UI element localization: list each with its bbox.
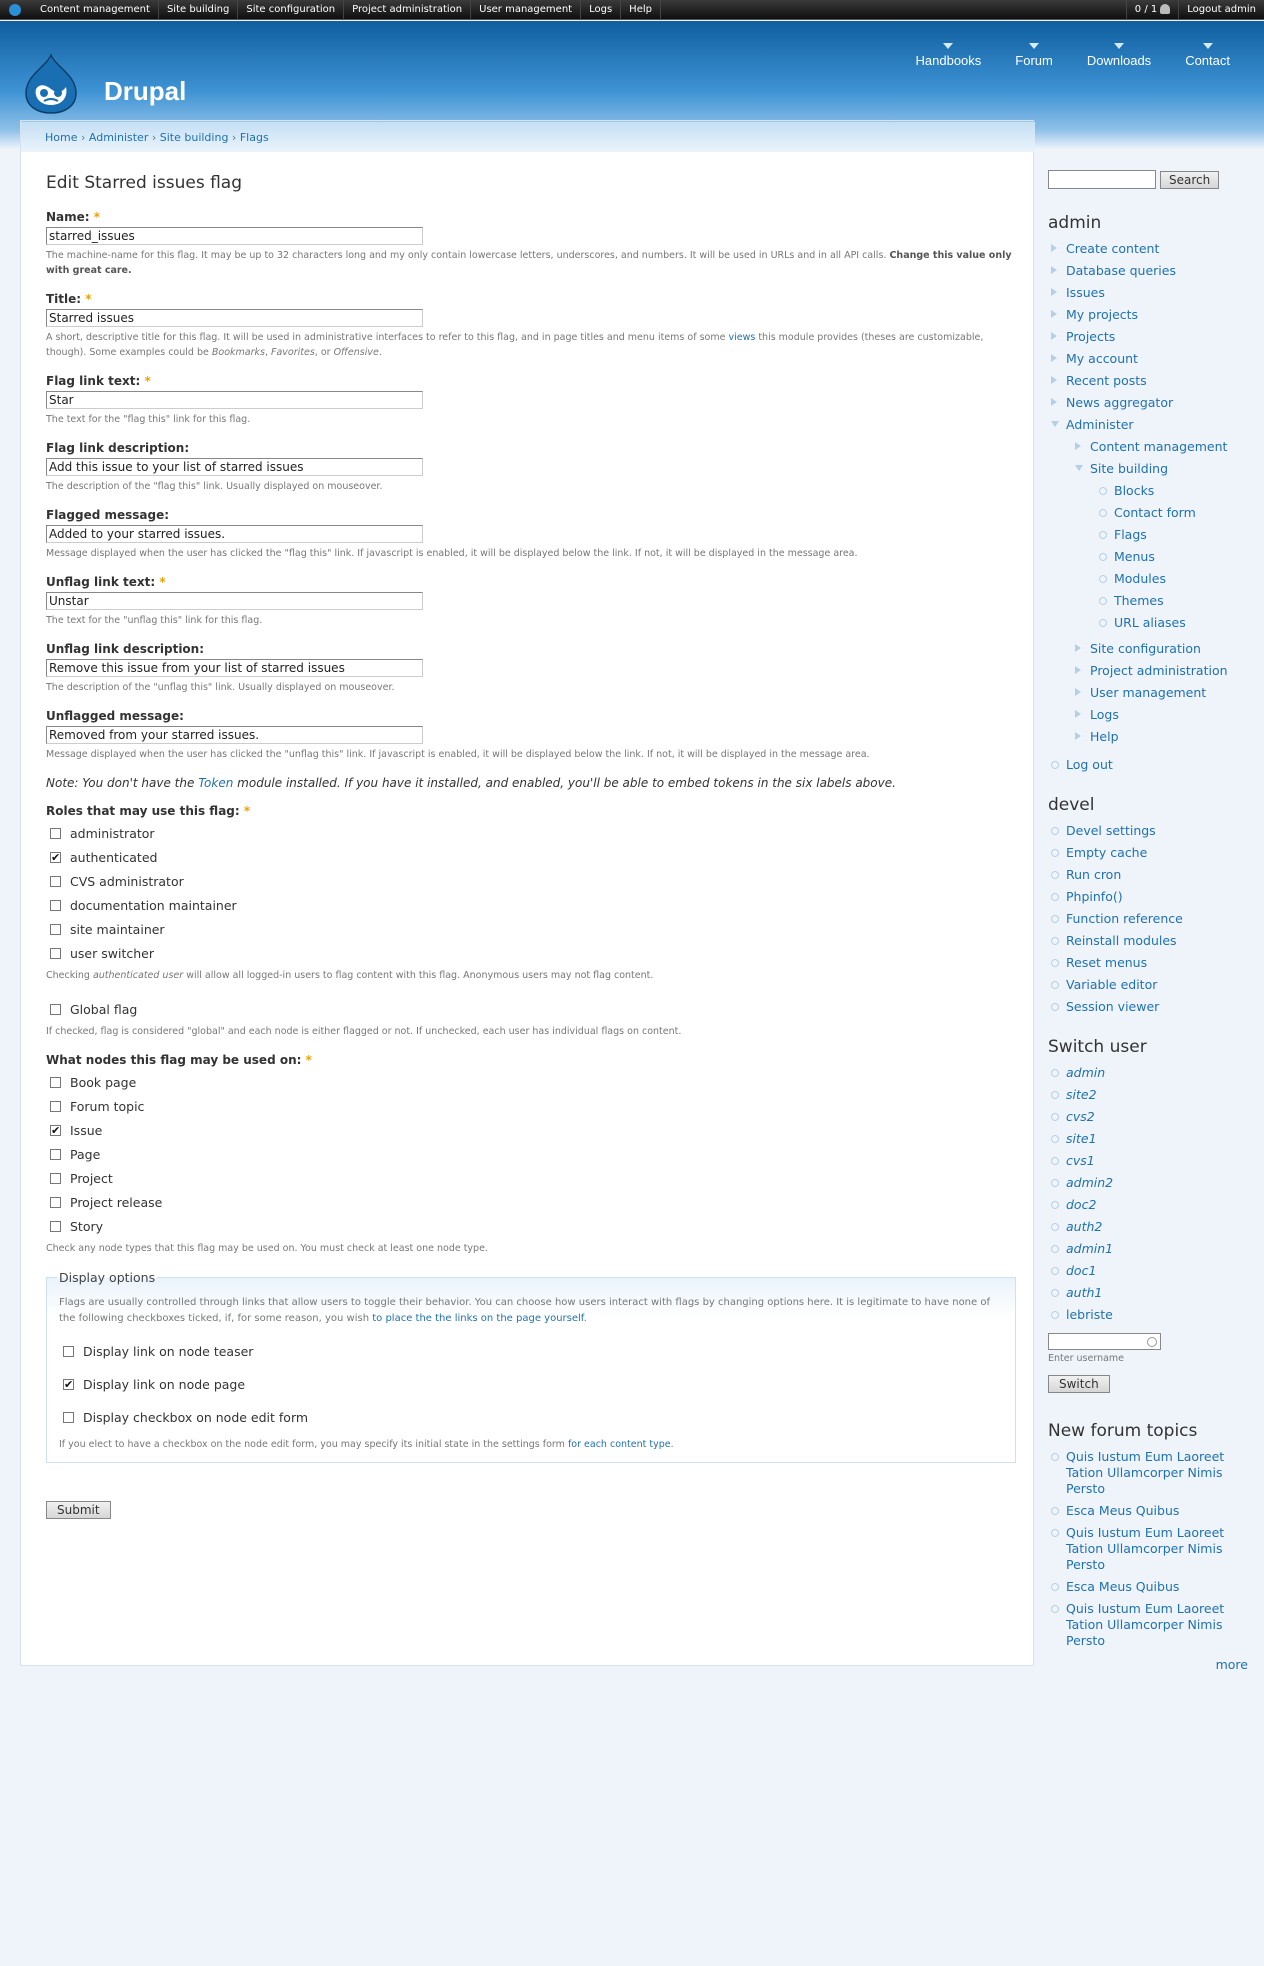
unflagged-message-input[interactable] (46, 726, 423, 744)
switch-user-link[interactable]: doc2 (1066, 1197, 1097, 1212)
devel-nav-item[interactable] (1048, 887, 1248, 909)
page-title: Edit Starred issues flag (46, 173, 243, 193)
display-options-legend[interactable]: Display options (59, 1270, 156, 1285)
admin-nav-link[interactable]: Site configuration (1090, 641, 1201, 656)
forum-topic-item[interactable] (1048, 1523, 1248, 1577)
role-option[interactable] (46, 917, 1016, 941)
roles-checkboxes (46, 821, 1016, 965)
breadcrumb-trail (45, 131, 269, 144)
devel-nav-item[interactable] (1048, 909, 1248, 931)
role-option[interactable] (46, 941, 1016, 965)
display-checkboxes (59, 1335, 1003, 1434)
admin-nav-item[interactable] (1096, 613, 1248, 635)
field-title (46, 292, 1016, 360)
global-flag-checkbox[interactable] (50, 1004, 61, 1015)
devel-nav-item[interactable] (1048, 843, 1248, 865)
roles-label: Roles that may use this flag: * (46, 804, 251, 818)
search-button[interactable]: Search (1160, 171, 1219, 189)
title-label: Title: * (46, 292, 92, 306)
devel-nav-item[interactable] (1048, 975, 1248, 997)
role-label: authenticated (70, 849, 158, 865)
unflag-link-description-label: Unflag link description: (46, 642, 205, 656)
unflag-link-description-input[interactable] (46, 659, 423, 677)
forum-topic-link[interactable]: Quis Iustum Eum Laoreet Tation Ullamcorper Nimis Persto (1066, 1601, 1225, 1648)
admin-menu-bar (0, 0, 1264, 20)
admin-nav-link[interactable]: Database queries (1066, 263, 1176, 278)
field-flag-link-description (46, 441, 1016, 494)
switch-user-link[interactable]: lebriste (1066, 1307, 1113, 1322)
switch-user-item[interactable] (1048, 1107, 1248, 1129)
display-label: Display link on node teaser (83, 1344, 254, 1359)
display-label: Display checkbox on node edit form (83, 1410, 309, 1425)
primary-link[interactable]: Contact (1185, 43, 1230, 68)
forum-topic-item[interactable] (1048, 1501, 1248, 1523)
breadcrumb (21, 121, 1035, 152)
flagged-message-label: Flagged message: (46, 508, 170, 522)
devel-nav-link[interactable]: Reinstall modules (1066, 933, 1177, 948)
node-types-description: Check any node types that this flag may be used on. You must check at least one node type. (46, 1243, 488, 1254)
switch-user-item[interactable] (1048, 1261, 1248, 1283)
admin-nav-link[interactable]: Issues (1066, 285, 1105, 300)
primary-link[interactable]: Downloads (1087, 43, 1151, 68)
switch-user-block (1048, 1037, 1248, 1393)
role-checkbox[interactable] (50, 924, 61, 935)
flag-link-text-input[interactable] (46, 391, 423, 409)
field-node-types (46, 1053, 1016, 1256)
logout-link[interactable]: Logout admin (1178, 0, 1264, 20)
node-type-label: Project (70, 1170, 113, 1186)
flag-link-text-label: Flag link text: * (46, 374, 151, 388)
unflagged-message-label: Unflagged message: (46, 709, 184, 723)
place-links-link[interactable]: to place the the links on the page yourself (372, 1313, 584, 1324)
devel-block-title: devel (1048, 795, 1095, 815)
admin-nav-link[interactable]: Content management (1090, 439, 1228, 454)
admin-nav-link[interactable]: URL aliases (1114, 615, 1186, 630)
admin-nav-item[interactable] (1048, 305, 1248, 327)
admin-nav-item[interactable] (1072, 727, 1248, 749)
admin-block-title: admin (1048, 213, 1102, 233)
title-input[interactable] (46, 309, 423, 327)
username-hint: Enter username (1048, 1353, 1125, 1364)
admin-nav-link[interactable]: Help (1090, 729, 1119, 744)
flag-link-description-help: The description of the "flag this" link. Usually displayed on mouseover. (46, 481, 383, 492)
admin-nav-item[interactable] (1048, 261, 1248, 283)
drupal-logo-icon[interactable] (20, 53, 82, 115)
devel-nav-item[interactable] (1048, 821, 1248, 843)
field-flagged-message (46, 508, 1016, 561)
forum-topic-link[interactable]: Esca Meus Quibus (1066, 1579, 1180, 1594)
admin-nav-item[interactable] (1072, 437, 1248, 459)
admin-nav-link[interactable]: Project administration (1090, 663, 1228, 678)
username-autocomplete-input[interactable] (1048, 1333, 1161, 1350)
admin-nav-link[interactable]: My account (1066, 351, 1138, 366)
admin-nav-link[interactable]: Flags (1114, 527, 1147, 542)
devel-nav-link[interactable]: Function reference (1066, 911, 1183, 926)
devel-nav-item[interactable] (1048, 865, 1248, 887)
breadcrumb-link[interactable]: Administer (88, 131, 149, 144)
primary-link[interactable]: Forum (1015, 43, 1053, 68)
devel-navigation (1048, 821, 1248, 1019)
primary-link[interactable]: Handbooks (916, 43, 982, 68)
node-type-checkbox[interactable] (50, 1101, 61, 1112)
breadcrumb-link[interactable]: Site building (159, 131, 229, 144)
user-counter (1126, 0, 1178, 20)
switch-user-link[interactable]: auth2 (1066, 1219, 1103, 1234)
switch-user-item[interactable] (1048, 1063, 1248, 1085)
field-flag-link-text (46, 374, 1016, 427)
global-flag-option[interactable]: Global flag (46, 997, 1016, 1021)
switch-button[interactable]: Switch (1048, 1375, 1110, 1393)
role-checkbox[interactable]: ✔ (51, 850, 61, 864)
node-type-label: Book page (70, 1074, 137, 1090)
drupal-icon[interactable] (9, 4, 21, 16)
admin-nav-link[interactable]: News aggregator (1066, 395, 1174, 410)
switch-user-item[interactable] (1048, 1173, 1248, 1195)
admin-nav-item[interactable] (1072, 705, 1248, 727)
unflag-link-text-input[interactable] (46, 592, 423, 610)
devel-nav-link[interactable]: Devel settings (1066, 823, 1156, 838)
devel-nav-link[interactable]: Run cron (1066, 867, 1122, 882)
token-note: Note: You don't have the Token module installed. If you have it installed, and enabled, you'll be able to embed tokens in the six labels above. (46, 776, 896, 790)
forum-topic-item[interactable] (1048, 1599, 1248, 1653)
switch-user-link[interactable]: cvs1 (1066, 1153, 1095, 1168)
admin-nav-item[interactable] (1096, 525, 1248, 547)
admin-nav-link[interactable]: Contact form (1114, 505, 1196, 520)
flag-edit-form (46, 173, 1016, 1519)
display-option[interactable] (59, 1368, 1003, 1401)
display-options-fieldset (46, 1270, 1016, 1463)
admin-nav-link[interactable]: Menus (1114, 549, 1155, 564)
admin-nav-item[interactable] (1096, 591, 1248, 613)
forum-block-title: New forum topics (1048, 1421, 1198, 1441)
node-type-checkbox[interactable] (50, 1077, 61, 1088)
switch-user-link[interactable]: cvs2 (1066, 1109, 1095, 1124)
role-label: documentation maintainer (70, 897, 237, 913)
admin-menu-item[interactable]: Site building (159, 0, 238, 20)
node-type-option[interactable] (46, 1214, 1016, 1238)
node-type-label: Story (70, 1218, 104, 1234)
admin-nav-item[interactable] (1048, 755, 1248, 777)
role-option[interactable] (46, 869, 1016, 893)
breadcrumb-separator: › (228, 131, 240, 144)
admin-nav-item[interactable] (1096, 481, 1248, 503)
role-option[interactable] (46, 821, 1016, 845)
role-checkbox[interactable] (50, 900, 61, 911)
name-label: Name: * (46, 210, 101, 224)
role-checkbox[interactable] (50, 948, 61, 959)
admin-nav-item[interactable] (1048, 393, 1248, 415)
admin-nav-item[interactable] (1048, 371, 1248, 393)
admin-nav-item[interactable] (1096, 503, 1248, 525)
switch-user-item[interactable] (1048, 1129, 1248, 1151)
users-icon (1160, 4, 1170, 14)
more-link[interactable]: more (1215, 1657, 1248, 1672)
admin-nav-link[interactable]: User management (1090, 685, 1207, 700)
flagged-message-description: Message displayed when the user has clicked the "flag this" link. If javascript is enabled, it will be displayed below the link. If not, it will be displayed in the message area. (46, 548, 858, 559)
forum-topic-link[interactable]: Esca Meus Quibus (1066, 1503, 1180, 1518)
display-options-description: Flags are usually controlled through links that allow users to toggle their behavior. You can choose how users interact with flags by changing options here. It is legitimate to have none of the following checkboxes ticked, if, for some reason, you wish to place the the links on the page yourself. (59, 1297, 990, 1324)
admin-menu-item[interactable]: Project administration (344, 0, 471, 20)
node-types-label: What nodes this flag may be used on: * (46, 1053, 312, 1067)
content-type-link[interactable]: for each content type (567, 1439, 671, 1450)
node-type-label: Issue (70, 1122, 103, 1138)
title-description: A short, descriptive title for this flag. It will be used in administrative interfaces to refer to this flag, and in page titles and menu items of some views this module provides (theses are customizable, though). Some examples could be Bookmarks, Favorites, or Offensive. (46, 332, 984, 358)
display-option[interactable] (59, 1335, 1003, 1368)
admin-nav-item[interactable] (1048, 415, 1248, 437)
forum-topic-link[interactable]: Quis Iustum Eum Laoreet Tation Ullamcorper Nimis Persto (1066, 1525, 1225, 1572)
display-option[interactable] (59, 1401, 1003, 1434)
node-type-option[interactable] (46, 1070, 1016, 1094)
field-global (46, 997, 1016, 1039)
name-input[interactable] (46, 227, 423, 245)
admin-nav-link[interactable]: Recent posts (1066, 373, 1147, 388)
admin-nav-item[interactable] (1072, 683, 1248, 705)
admin-navigation (1048, 239, 1248, 777)
switch-user-item[interactable] (1048, 1085, 1248, 1107)
admin-nav-item[interactable] (1096, 547, 1248, 569)
admin-menu-item[interactable]: User management (471, 0, 581, 20)
admin-nav-item[interactable] (1072, 661, 1248, 683)
node-type-checkbox[interactable] (50, 1221, 61, 1232)
role-checkbox[interactable] (50, 828, 61, 839)
search-form (1048, 170, 1248, 189)
switch-user-link[interactable]: doc1 (1066, 1263, 1097, 1278)
primary-links (882, 43, 1230, 68)
admin-nav-link[interactable]: Administer (1066, 417, 1134, 432)
node-type-option[interactable] (46, 1166, 1016, 1190)
display-checkbox[interactable] (63, 1346, 74, 1357)
switch-user-list (1048, 1063, 1248, 1327)
breadcrumb-link[interactable]: Home (45, 131, 78, 144)
devel-nav-item[interactable] (1048, 931, 1248, 953)
switch-user-link[interactable]: admin (1066, 1065, 1106, 1080)
devel-nav-item[interactable] (1048, 953, 1248, 975)
admin-nav-link[interactable]: Create content (1066, 241, 1160, 256)
right-sidebar (1048, 170, 1248, 1690)
field-unflagged-message (46, 709, 1016, 762)
admin-nav-link[interactable]: My projects (1066, 307, 1139, 322)
admin-nav-item[interactable] (1048, 239, 1248, 261)
node-type-checkbox[interactable] (50, 1149, 61, 1160)
roles-description: Checking authenticated user will allow all logged-in users to flag content with this flag. Anonymous users may not flag content. (46, 970, 654, 981)
admin-nav-link[interactable]: Site building (1090, 461, 1169, 476)
switch-user-item[interactable] (1048, 1283, 1248, 1305)
admin-nav-item[interactable] (1096, 569, 1248, 591)
admin-nav-link[interactable]: Themes (1114, 593, 1164, 608)
admin-menu-item[interactable]: Logs (581, 0, 621, 20)
admin-nav-item[interactable] (1048, 283, 1248, 305)
role-option[interactable] (46, 845, 1016, 869)
admin-nav-link[interactable]: Log out (1066, 757, 1113, 772)
forum-block (1048, 1421, 1248, 1672)
unflag-link-text-description: The text for the "unflag this" link for this flag. (46, 615, 263, 626)
admin-menu-item[interactable]: Help (621, 0, 661, 20)
admin-nav-link[interactable]: Blocks (1114, 483, 1155, 498)
role-checkbox[interactable] (50, 876, 61, 887)
admin-menu-items (32, 0, 661, 20)
admin-nav-item[interactable] (1072, 459, 1248, 481)
node-type-option[interactable] (46, 1118, 1016, 1142)
name-description: The machine-name for this flag. It may be up to 32 characters long and my only contain lowercase letters, underscores, and numbers. It will be used in URLs and in all API calls. Change this value only with great care. (46, 250, 1012, 276)
field-roles (46, 804, 1016, 983)
switch-user-link[interactable]: site2 (1066, 1087, 1097, 1102)
admin-nav-link[interactable]: Projects (1066, 329, 1116, 344)
switch-user-item[interactable] (1048, 1217, 1248, 1239)
search-input[interactable] (1048, 170, 1156, 189)
breadcrumb-separator: › (77, 131, 89, 144)
switch-user-link[interactable]: site1 (1066, 1131, 1097, 1146)
site-name[interactable]: Drupal (104, 76, 187, 106)
user-count-text: 0 / 1 (1134, 4, 1158, 15)
breadcrumb-separator: › (148, 131, 160, 144)
switch-user-link[interactable]: auth1 (1066, 1285, 1103, 1300)
views-link[interactable]: views (728, 332, 756, 343)
flagged-message-input[interactable] (46, 525, 423, 543)
global-flag-description: If checked, flag is considered "global" and each node is either flagged or not. If unchecked, each user has individual flags on content. (46, 1026, 682, 1037)
admin-nav-item[interactable] (1048, 327, 1248, 349)
switch-user-link[interactable]: admin1 (1066, 1241, 1114, 1256)
devel-nav-item[interactable] (1048, 997, 1248, 1019)
flag-link-description-input[interactable] (46, 458, 423, 476)
display-checkbox[interactable]: ✔ (64, 1378, 74, 1391)
display-label: Display link on node page (83, 1377, 246, 1392)
breadcrumb-link[interactable]: Flags (239, 131, 269, 144)
devel-nav-link[interactable]: Variable editor (1066, 977, 1158, 992)
field-unflag-link-description (46, 642, 1016, 695)
node-type-option[interactable] (46, 1142, 1016, 1166)
display-options-footnote: If you elect to have a checkbox on the node edit form, you may specify its initial state in the settings form for each content type. (59, 1439, 674, 1450)
admin-menu-right (1126, 0, 1264, 20)
admin-menu-item[interactable]: Site configuration (238, 0, 344, 20)
token-link[interactable]: Token (198, 776, 234, 790)
role-label: administrator (70, 825, 155, 841)
switch-user-item[interactable] (1048, 1239, 1248, 1261)
admin-block (1048, 213, 1248, 777)
flag-link-text-description: The text for the "flag this" link for this flag. (46, 414, 251, 425)
devel-block (1048, 795, 1248, 1019)
flag-link-description-label: Flag link description: (46, 441, 190, 455)
role-label: user switcher (70, 945, 154, 961)
admin-nav-link[interactable]: Logs (1090, 707, 1119, 722)
devel-nav-link[interactable]: Session viewer (1066, 999, 1160, 1014)
forum-topic-item[interactable] (1048, 1577, 1248, 1599)
admin-nav-item[interactable] (1072, 639, 1248, 661)
field-unflag-link-text (46, 575, 1016, 628)
node-type-option[interactable] (46, 1190, 1016, 1214)
admin-nav-link[interactable]: Modules (1114, 571, 1166, 586)
node-type-checkbox[interactable] (50, 1173, 61, 1184)
switch-user-item[interactable] (1048, 1195, 1248, 1217)
display-checkbox[interactable] (63, 1412, 74, 1423)
admin-menu-item[interactable]: Content management (32, 0, 159, 20)
switch-user-item[interactable] (1048, 1151, 1248, 1173)
unflagged-message-description: Message displayed when the user has clicked the "unflag this" link. If javascript is enabled, it will be displayed below the link. If not, it will be displayed in the message area. (46, 749, 870, 760)
devel-nav-link[interactable]: Reset menus (1066, 955, 1148, 970)
submit-button[interactable]: Submit (46, 1501, 111, 1519)
node-type-label: Project release (70, 1194, 163, 1210)
role-option[interactable] (46, 893, 1016, 917)
forum-topic-item[interactable] (1048, 1447, 1248, 1501)
role-label: CVS administrator (70, 873, 184, 889)
node-type-label: Forum topic (70, 1098, 145, 1114)
node-type-label: Page (70, 1146, 101, 1162)
node-type-checkbox[interactable] (50, 1197, 61, 1208)
unflag-link-text-label: Unflag link text: * (46, 575, 166, 589)
switch-user-link[interactable]: admin2 (1066, 1175, 1114, 1190)
devel-nav-link[interactable]: Empty cache (1066, 845, 1148, 860)
switch-user-title: Switch user (1048, 1037, 1147, 1057)
main-content (20, 120, 1034, 1666)
forum-topic-list (1048, 1447, 1248, 1653)
switch-user-item[interactable] (1048, 1305, 1248, 1327)
node-type-option[interactable] (46, 1094, 1016, 1118)
devel-nav-link[interactable]: Phpinfo() (1066, 889, 1123, 904)
forum-topic-link[interactable]: Quis Iustum Eum Laoreet Tation Ullamcorper Nimis Persto (1066, 1449, 1225, 1496)
admin-nav-item[interactable] (1048, 349, 1248, 371)
role-label: site maintainer (70, 921, 165, 937)
field-name (46, 210, 1016, 278)
node-type-checkboxes (46, 1070, 1016, 1238)
unflag-link-description-help: The description of the "unflag this" link. Usually displayed on mouseover. (46, 682, 395, 693)
node-type-checkbox[interactable]: ✔ (51, 1123, 61, 1137)
